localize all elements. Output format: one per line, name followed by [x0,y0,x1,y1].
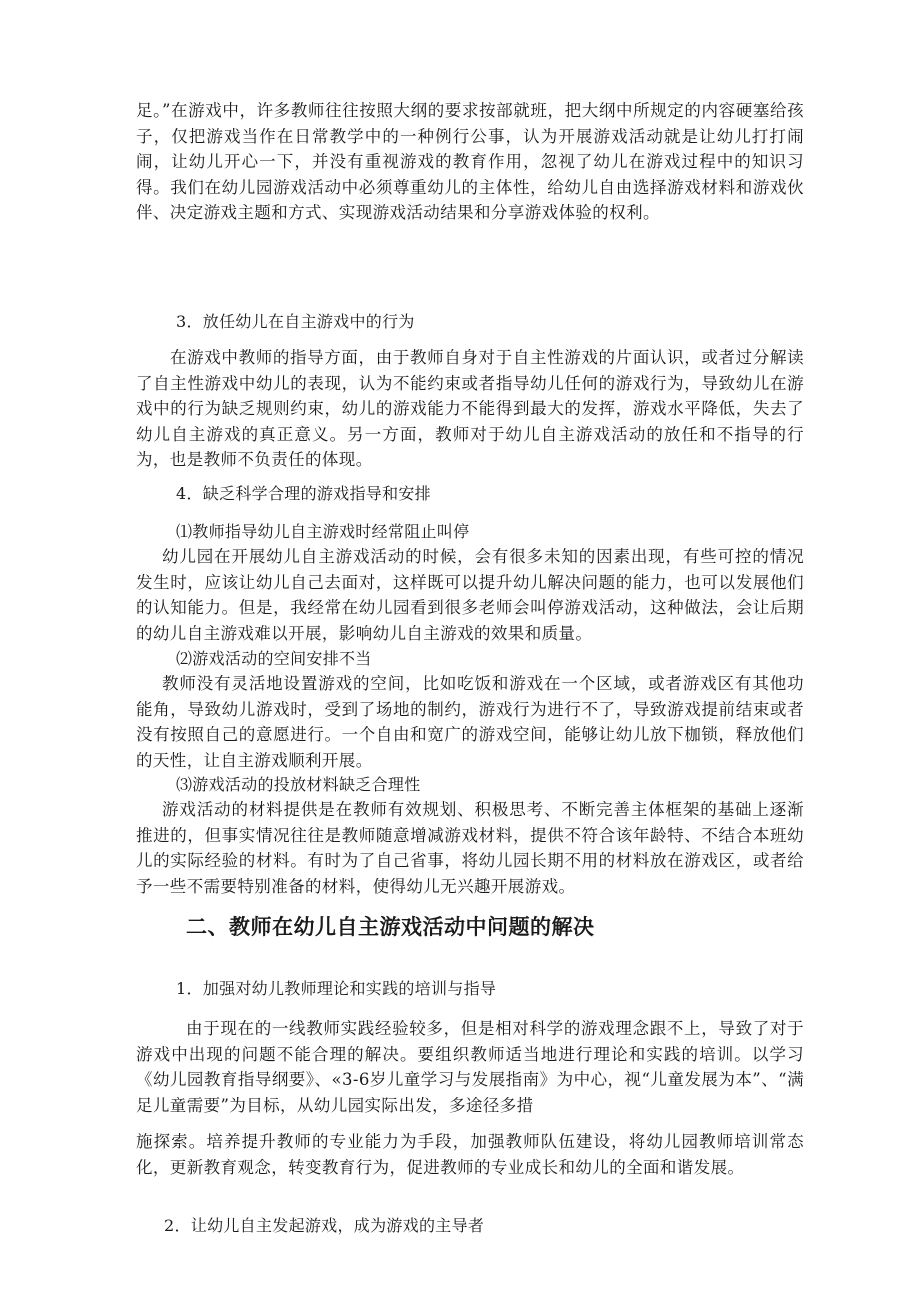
section-heading-2: 2．让幼儿自主发起游戏，成为游戏的主导者 [164,1216,485,1235]
paragraph-intro: 足。”在游戏中，许多教师往往按照大纲的要求按部就班，把大纲中所规定的内容硬塞给孩子，仅把游戏当作在日常教学中的一种例行公事，认为开展游戏活动就是让幼儿打打闹闹，让幼儿开心一下，并没有重视游戏的教育作用，忽视了幼儿在游戏过程中的知识习得。我们在幼儿园游戏活动中必须尊重幼儿的主体性，给幼儿自由选择游戏材料和游戏伙伴、决定游戏主题和方式、实现游戏活动结果和分享游戏体验的权利。 [136,101,804,222]
paragraph-4-3: 游戏活动的材料提供是在教师有效规划、积极思考、不断完善主体框架的基础上逐渐推进的，但事实情况往往是教师随意增减游戏材料，提供不符合该年龄特、不结合本班幼儿的实际经验的材料。有时为了自己省事，将幼儿园长期不用的材料放在游戏区，或者给予一些不需要特别准备的材料，使得幼儿无兴趣开展游戏。 [136,800,804,896]
paragraph-3: 在游戏中教师的指导方面，由于教师自身对于自主性游戏的片面认识，或者过分解读了自主性游戏中幼儿的表现，认为不能约束或者指导幼儿任何的游戏行为，导致幼儿在游戏中的行为缺乏规则约束，幼儿的游戏能力不能得到最大的发挥，游戏水平降低，失去了幼儿自主游戏的真正意义。另一方面，教师对于幼儿自主游戏活动的放任和不指导的行为，也是教师不负责任的体现。 [136,348,804,469]
paragraph-1-part1: 由于现在的一线教师实践经验较多，但是相对科学的游戏理念跟不上，导致了对于游戏中出现的问题不能合理的解决。要组织教师适当地进行理论和实践的培训。以学习《幼儿园教育指导纲要》、«3-6岁儿童学习与发展指南》为中心，视“儿童发展为本”、“满足儿童需要”为目标，从幼儿园实际出发，多途径多措 [136,1019,804,1115]
paragraph-4-1: 幼儿园在开展幼儿自主游戏活动的时候，会有很多未知的因素出现，有些可控的情况发生时，应该让幼儿自己去面对，这样既可以提升幼儿解决问题的能力，也可以发展他们的认知能力。但是，我经常在幼儿园看到很多老师会叫停游戏活动，这种做法，会让后期的幼儿自主游戏难以开展，影响幼儿自主游戏的效果和质量。 [136,547,804,643]
section-heading-1: 1．加强对幼儿教师理论和实践的培训与指导 [176,979,497,998]
subheading-4-1: ⑴教师指导幼儿自主游戏时经常阻止叫停 [176,522,470,541]
chapter-heading: 二、教师在幼儿自主游戏活动中问题的解决 [186,915,595,939]
subheading-4-2: ⑵游戏活动的空间安排不当 [176,649,372,668]
section-heading-4: 4．缺乏科学合理的游戏指导和安排 [176,484,431,503]
subheading-4-3: ⑶游戏活动的投放材料缺乏合理性 [176,775,421,794]
paragraph-1-part2: 施探索。培养提升教师的专业能力为手段，加强教师队伍建设，将幼儿园教师培训常态化，更新教育观念，转变教育行为，促进教师的专业成长和幼儿的全面和谐发展。 [136,1132,804,1177]
section-heading-3: 3．放任幼儿在自主游戏中的行为 [176,312,415,331]
paragraph-4-2: 教师没有灵活地设置游戏的空间，比如吃饭和游戏在一个区域，或者游戏区有其他功能角，导致幼儿游戏时，受到了场地的制约，游戏行为进行不了，导致游戏提前结束或者没有按照自己的意愿进行。一个自由和宽广的游戏空间，能够让幼儿放下枷锁，释放他们的天性，让自主游戏顺利开展。 [136,674,804,770]
